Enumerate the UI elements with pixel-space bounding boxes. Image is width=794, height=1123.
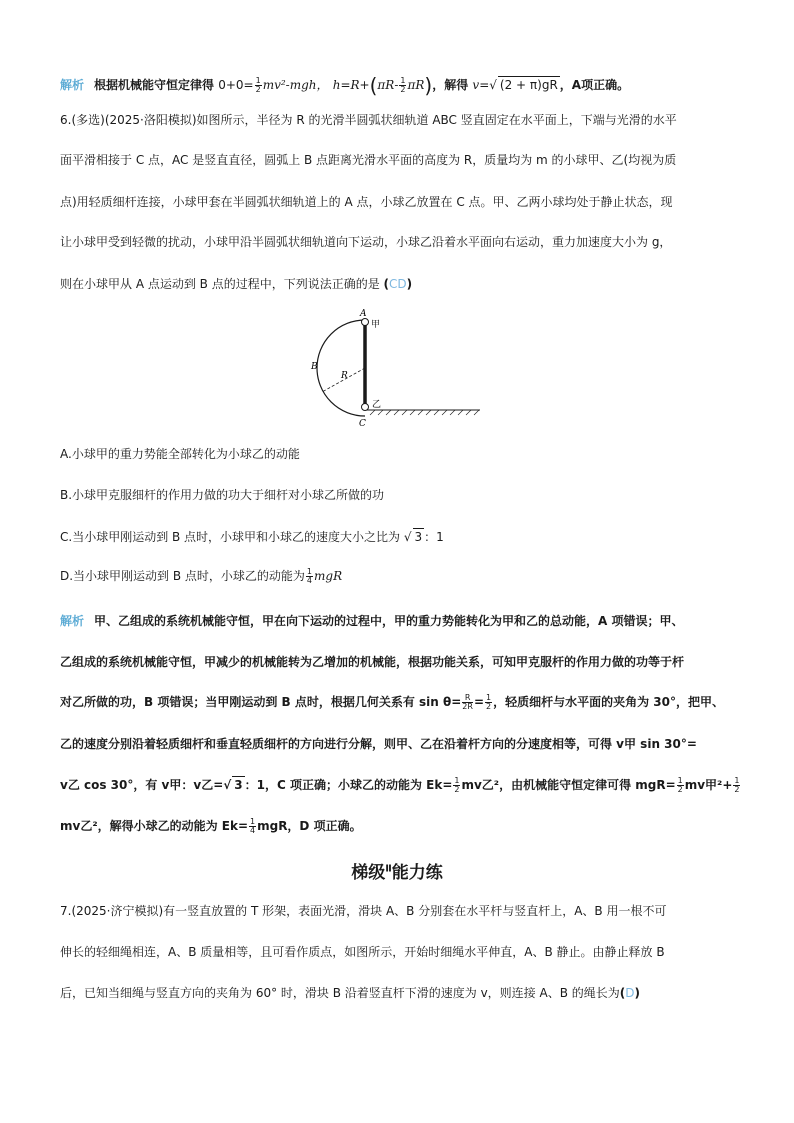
q6-line-3: 点)用轻质细杆连接，小球甲套在半圆弧状细轨道上的 A 点，小球乙放置在 C 点。甲、乙两小球均处于静止状态，现	[60, 195, 673, 209]
label-C: C	[359, 419, 366, 429]
equation-3: v=√ (2 + π)gR	[472, 78, 558, 92]
q7-line-3: 后，已知当细绳与竖直方向的夹角为 60° 时，滑块 B 沿着竖直杆下滑的速度为 v，则连接 A、B 的绳长为(D)	[60, 986, 640, 1000]
q6-line-1: 6.(多选)(2025·洛阳模拟)如图所示，半径为 R 的光滑半圆弧状细轨道 ABC 竖直固定在水平面上，下端与光滑的水平	[60, 113, 677, 127]
q7-line-1: 7.(2025·济宁模拟)有一竖直放置的 T 形架，表面光滑，滑块 A、B 分别套在水平杆与竖直杆上，A、B 用一根不可	[60, 904, 667, 918]
q6-option-a: A.小球甲的重力势能全部转化为小球乙的动能	[60, 447, 300, 461]
ball-jia	[362, 319, 369, 326]
q6-option-d: D.当小球甲刚运动到 B 点时，小球乙的动能为 $\frac{1}{4}$ mgR	[60, 567, 343, 585]
sol6-line-1: 解析 甲、乙组成的系统机械能守恒，甲在向下运动的过程中，甲的重力势能转化为甲和乙的总动能，A 项错误；甲、	[60, 614, 684, 628]
q6-option-c: C.当小球甲刚运动到 B 点时，小球甲和小球乙的速度大小之比为 √ 3 ：1	[60, 530, 444, 544]
label-A: A	[360, 309, 367, 319]
q7-answer: D	[625, 986, 635, 1000]
sol6-line-3: 对乙所做的功，B 项错误；当甲刚运动到 B 点时，根据几何关系有 sin θ= $\frac{R}{2R}$ = $\frac{1}{2}$ ，轻质细杆与水平面的夹角为 30°，把甲、	[60, 693, 724, 711]
q6-figure	[300, 306, 490, 430]
label-B: B	[311, 362, 318, 372]
label-yi: 乙	[372, 400, 382, 410]
q6-answer: CD	[389, 277, 407, 291]
solution-tag: 解析	[60, 78, 85, 92]
label-jia: 甲	[371, 320, 381, 330]
sol6-line-5: v乙 cos 30°，有 v甲：v乙=√ 3 ：1，C 项正确；小球乙的动能为 Ek= $\frac{1}{2}$ mv乙²，由机械能守恒定律可得 mgR= $\frac{1}{2}$ mv甲²+ $\frac{1}{2}$	[60, 776, 740, 794]
equation-2: h=R+(πR- $\frac{1}{2}$ πR)	[332, 73, 433, 98]
equation-1: 0+0= $\frac{1}{2}$ mv²-mgh，	[218, 76, 329, 94]
q6-option-b: B.小球甲克服细杆的作用力做的功大于细杆对小球乙所做的功	[60, 488, 385, 502]
section-title: 梯级$^Ⅱ$能力练	[351, 863, 443, 883]
q6-line-5: 则在小球甲从 A 点运动到 B 点的过程中，下列说法正确的是 (CD)	[60, 277, 413, 291]
label-R: R	[341, 371, 348, 381]
sol6-line-4: 乙的速度分别沿着轻质细杆和垂直轻质细杆的方向进行分解，则甲、乙在沿着杆方向的分速度相等，可得 v甲 sin 30°=	[60, 737, 697, 751]
q6-line-2: 面平滑相接于 C 点，AC 是竖直直径，圆弧上 B 点距离光滑水平面的高度为 R，质量均为 m 的小球甲、乙(均视为质	[60, 153, 677, 167]
q7-line-2: 伸长的轻细绳相连，A、B 质量相等，且可看作质点，如图所示，开始时细绳水平伸直，A、B 静止。由静止释放 B	[60, 945, 665, 959]
sol6-line-6: mv乙²，解得小球乙的动能为 Ek= $\frac{1}{4}$ mgR，D 项正确。	[60, 817, 362, 835]
q6-line-4: 让小球甲受到轻微的扰动，小球甲沿半圆弧状细轨道向下运动，小球乙沿着水平面向右运动，重力加速度大小为 g，	[60, 235, 672, 249]
solution-tag: 解析	[60, 614, 85, 628]
sol6-line-2: 乙组成的系统机械能守恒，甲减少的机械能转为乙增加的机械能，根据功能关系，可知甲克服杆的作用力做的功等于杆	[60, 655, 685, 669]
ball-yi	[362, 404, 369, 411]
solution-5: 解析 根据机械能守恒定律得 0+0= $\frac{1}{2}$ mv²-mgh， h=R+(πR- $\frac{1}{2}$ πR)，解得 v=√ (2 + π)gR ，A项正确。	[60, 73, 630, 98]
semicircle-track	[317, 320, 365, 416]
ground-hatch	[370, 410, 479, 415]
